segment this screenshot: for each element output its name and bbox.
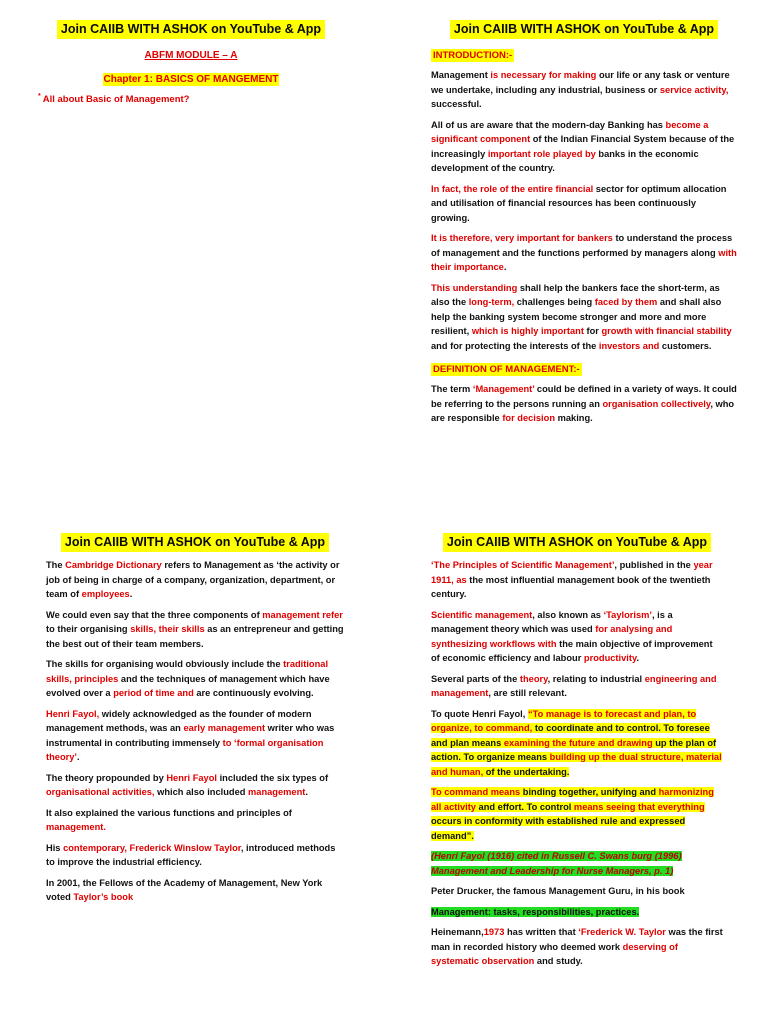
- paragraph: Scientific management, also known as ‘Taylorism’, is a management theory which was used for analysing and synthesizing workflows with the main objective of improvement of economic efficiency and labour productivity.: [431, 609, 713, 663]
- page-panel-3: [46, 533, 344, 911]
- paragraph: ‘The Principles of Scientific Management’, published in the year 1911, as the most influential management book of the twentieth century.: [431, 560, 713, 599]
- module-title: ABFM MODULE – A: [144, 50, 238, 61]
- promo-banner: Join CAIIB WITH ASHOK on YouTube & App: [61, 533, 329, 552]
- paragraph: The term ‘Management’ could be defined in a variety of ways. It could be referring to the persons running an organisation collectively, who are responsible for decision making.: [431, 384, 737, 423]
- citation: (Henri Fayol (1916) cited in Russell C. Swans burg (1996) Management and Leadership for Nurse Managers, p. 1): [431, 851, 682, 876]
- promo-banner: Join CAIIB WITH ASHOK on YouTube & App: [57, 20, 325, 39]
- paragraph: It is therefore, very important for bankers to understand the process of management and the functions performed by managers along with their importance.: [431, 233, 737, 272]
- quote-paragraph: To quote Henri Fayol, “To manage is to forecast and plan, to organize, to command, to coordinate and to control. To foresee and plan means examining the future and drawing up the plan of action. To organize means building up the dual structure, material and human, of the undertaking.: [431, 708, 722, 777]
- paragraph: His contemporary, Frederick Winslow Taylor, introduced methods to improve the industrial efficiency.: [46, 842, 336, 867]
- section-heading-introduction: INTRODUCTION:-: [433, 50, 513, 61]
- paragraph: The theory propounded by Henri Fayol included the six types of organisational activities, which also included management.: [46, 772, 329, 797]
- promo-banner: Join CAIIB WITH ASHOK on YouTube & App: [443, 533, 711, 552]
- paragraph: Henri Fayol, widely acknowledged as the founder of modern management methods, was an early management writer who was instrumental in contributing immensely to ‘formal organisation theory’.: [46, 708, 335, 762]
- section-heading-definition: DEFINITION OF MANAGEMENT:-: [433, 364, 580, 375]
- paragraph: It also explained the various functions and principles of management.: [46, 807, 292, 832]
- paragraph: In 2001, the Fellows of the Academy of Management, New York voted Taylor’s book: [46, 877, 323, 902]
- paragraph: We could even say that the three components of management refer to their organising skills, their skills as an entrepreneur and getting the best out of their team members.: [46, 609, 344, 649]
- quote-paragraph: To command means binding together, unifying and harmonizing all activity and effort. To control means seeing that everything occurs in conformity with established rule and expressed demand”.: [431, 787, 714, 841]
- paragraph: All of us are aware that the modern-day Banking has become a significant component of the Indian Financial System because of the increasingly important role played by banks in the economic development of the country.: [431, 119, 735, 173]
- paragraph: Management is necessary for making our life or any task or venture we undertake, including any industrial, business or service activity, successful.: [431, 70, 730, 109]
- page-panel-4: [431, 533, 723, 975]
- paragraph: In fact, the role of the entire financial sector for optimum allocation and utilisation of financial resources has been continuously growing.: [431, 183, 727, 223]
- paragraph: Heinemann,1973 has written that ‘Frederick W. Taylor was the first man in recorded history who deemed work deserving of systematic observation and study.: [431, 927, 723, 966]
- paragraph: The Cambridge Dictionary refers to Management as ‘the activity or job of being in charge of a company, organization, department, or team of employees.: [46, 560, 340, 599]
- topic-bullet: [38, 93, 344, 105]
- book-title: Management: tasks, responsibilities, practices.: [431, 906, 640, 917]
- paragraph: Several parts of the theory, relating to industrial engineering and management, are still relevant.: [431, 673, 717, 698]
- page-panel-2: [431, 20, 737, 432]
- page-panel-1: [38, 20, 344, 105]
- topic-bullet-text: All about Basic of Management?: [42, 94, 190, 106]
- paragraph: The skills for organising would obviously include the traditional skills, principles and the techniques of management which have evolved over a period of time and are continuously evolving.: [46, 659, 330, 698]
- star-icon: *: [38, 93, 41, 100]
- chapter-title: Chapter 1: BASICS OF MANGEMENT: [103, 74, 279, 85]
- paragraph: Peter Drucker, the famous Management Guru, in his book: [431, 886, 685, 896]
- paragraph: This understanding shall help the bankers face the short-term, as also the long-term, challenges being faced by them and shall also help the banking system become stronger and more and more resilient, which is highly important for growth with financial stability and for protecting the interests of the investors and customers.: [431, 282, 732, 351]
- promo-banner: Join CAIIB WITH ASHOK on YouTube & App: [450, 20, 718, 39]
